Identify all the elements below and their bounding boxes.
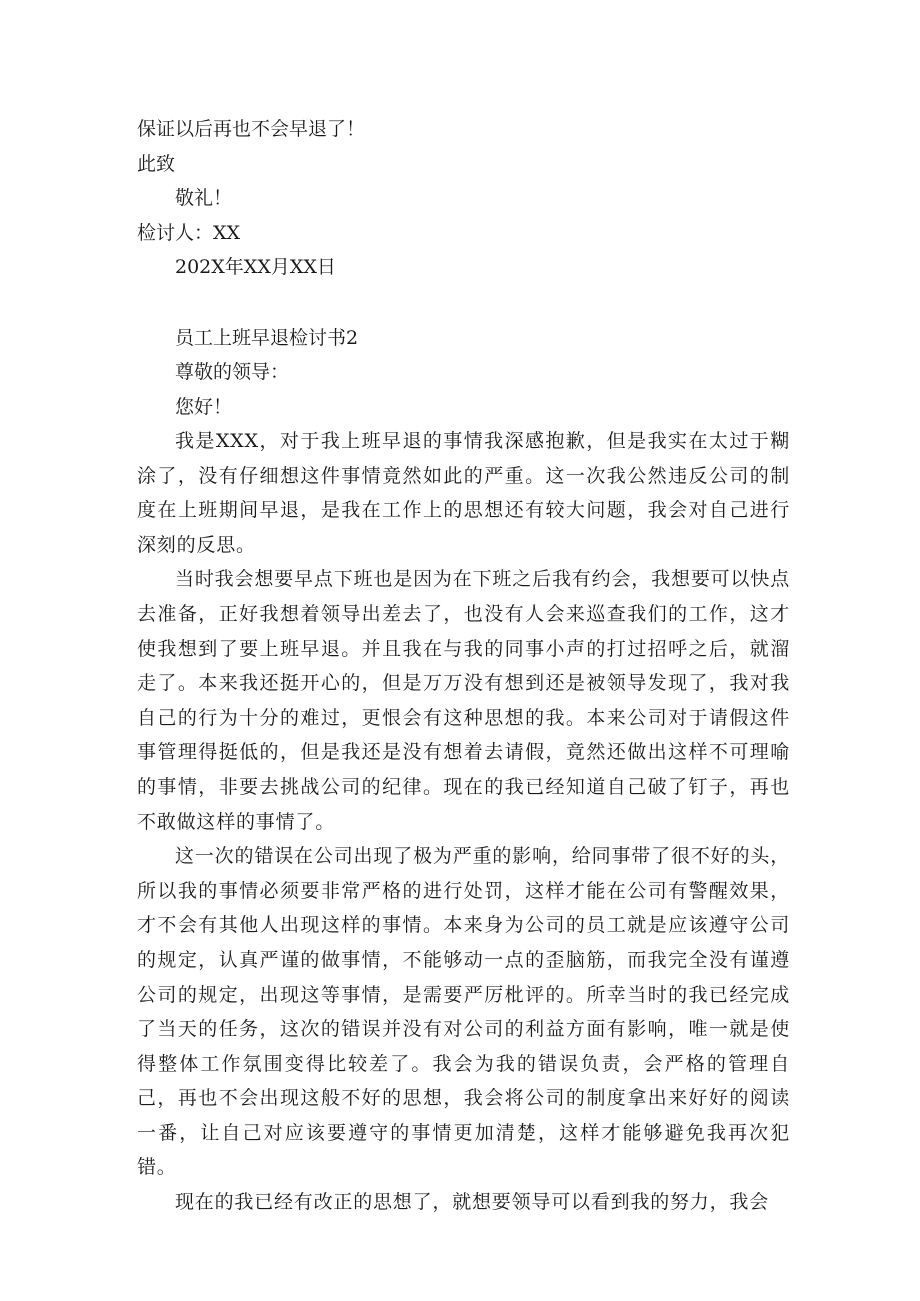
body-paragraph-1: 我是XXX，对于我上班早退的事情我深感抱歉，但是我实在太过于糊涂了，没有仔细想这件事情竟然如此的严重。这一次我公然违反公司的制度在上班期间早退，是我在工作上的思想还有较大问题，我会对自己进行深刻的反思。: [137, 430, 790, 556]
closing-signer: 检讨人：XX: [137, 221, 241, 244]
closing-guarantee: 保证以后再也不会早退了！: [137, 118, 366, 140]
letter-title: 员工上班早退检讨书2: [175, 326, 359, 349]
closing-date: 202X年XX月XX日: [175, 256, 336, 278]
body-paragraph-4: 现在的我已经有改正的思想了，就想要领导可以看到我的努力，我会: [175, 1191, 770, 1214]
body-paragraph-2: 当时我会想要早点下班也是因为在下班之后我有约会，我想要可以快点去准备，正好我想着领导出差去了，也没有人会来巡查我们的工作，这才使我想到了要上班早退。并且我在与我的同事小声的打过招呼之后，就溜走了。本来我还挺开心的，但是万万没有想到还是被领导发现了，我对我自己的行为十分的难过，更恨会有这种思想的我。本来公司对于请假这件事管理得挺低的，但是我还是没有想着去请假，竟然还做出这样不可理喻的事情，非要去挑战公司的纪律。现在的我已经知道自己破了钉子，再也不敢做这样的事情了。: [137, 568, 790, 833]
closing-regards: 敬礼！: [175, 187, 233, 209]
closing-salutation: 此致: [137, 152, 176, 175]
section-spacer: [137, 285, 790, 321]
letter-hello: 您好！: [175, 395, 233, 418]
body-paragraph-3: 这一次的错误在公司出现了极为严重的影响，给同事带了很不好的头，所以我的事情必须要非常严格的进行处罚，这样才能在公司有警醒效果，才不会有其他人出现这样的事情。本来身为公司的员工就是应该遵守公司的规定，认真严谨的做事情，不能够动一点的歪脑筋，而我完全没有谨遵公司的规定，出现这等事情，是需要严厉枇评的。所幸当时的我已经完成了当天的任务，这次的错误并没有对公司的利益方面有影响，唯一就是使得整体工作氛围变得比较差了。我会为我的错误负责，会严格的管理自己，再也不会出现这般不好的思想，我会将公司的制度拿出来好好的阅读一番，让自己对应该要遵守的事情更加清楚，这样才能够避免我再次犯错。: [137, 845, 790, 1179]
letter-greeting: 尊敬的领导：: [175, 361, 290, 383]
